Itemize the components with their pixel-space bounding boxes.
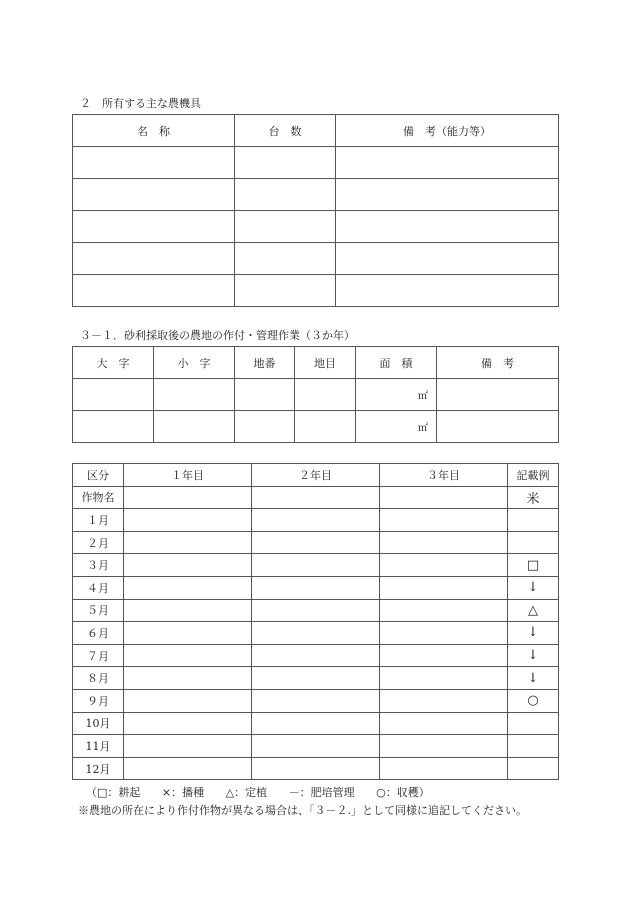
area-cell[interactable]: ㎡ bbox=[356, 411, 437, 443]
year-cell[interactable] bbox=[380, 712, 508, 735]
section-2-heading: ２ 所有する主な農機具 bbox=[80, 97, 201, 110]
year-cell[interactable] bbox=[380, 531, 508, 554]
year-cell[interactable] bbox=[252, 712, 380, 735]
header-year-1: １年目 bbox=[124, 464, 252, 487]
equipment-table bbox=[72, 114, 559, 307]
land-table bbox=[72, 346, 559, 443]
year-cell[interactable] bbox=[124, 757, 252, 780]
crop-row bbox=[73, 509, 559, 532]
crop-row bbox=[73, 576, 559, 599]
land-cell[interactable] bbox=[73, 379, 154, 411]
header-koaza: 小 字 bbox=[154, 347, 235, 379]
equipment-cell[interactable] bbox=[235, 147, 336, 179]
example-cell bbox=[508, 757, 559, 780]
land-cell[interactable] bbox=[235, 379, 295, 411]
year-cell[interactable] bbox=[252, 644, 380, 667]
footnote: ※農地の所在により作付作物が異なる場合は、「３－２.」として同様に追記してください。 bbox=[78, 804, 527, 817]
year-cell[interactable] bbox=[380, 486, 508, 509]
example-cell: ↓ bbox=[508, 622, 559, 645]
year-cell[interactable] bbox=[252, 509, 380, 532]
row-label: 11月 bbox=[73, 735, 124, 758]
year-cell[interactable] bbox=[124, 509, 252, 532]
row-label: １月 bbox=[73, 509, 124, 532]
equipment-cell[interactable] bbox=[336, 179, 559, 211]
year-cell[interactable] bbox=[252, 576, 380, 599]
year-cell[interactable] bbox=[252, 531, 380, 554]
crop-row bbox=[73, 622, 559, 645]
crop-row bbox=[73, 757, 559, 780]
year-cell[interactable] bbox=[124, 689, 252, 712]
equipment-cell[interactable] bbox=[235, 179, 336, 211]
equipment-cell[interactable] bbox=[336, 243, 559, 275]
crop-row bbox=[73, 689, 559, 712]
year-cell[interactable] bbox=[252, 735, 380, 758]
row-label: ８月 bbox=[73, 667, 124, 690]
equipment-cell[interactable] bbox=[73, 211, 235, 243]
crop-row bbox=[73, 486, 559, 509]
row-label: ５月 bbox=[73, 599, 124, 622]
year-cell[interactable] bbox=[380, 599, 508, 622]
equipment-cell[interactable] bbox=[73, 275, 235, 307]
crop-row bbox=[73, 554, 559, 577]
section-3-1-heading: ３－１．砂利採取後の農地の作付・管理作業（３か年） bbox=[80, 329, 355, 342]
legend-planting: △：定植 bbox=[225, 786, 268, 799]
land-row bbox=[73, 411, 559, 443]
year-cell[interactable] bbox=[252, 757, 380, 780]
area-cell[interactable]: ㎡ bbox=[356, 379, 437, 411]
equipment-cell[interactable] bbox=[235, 243, 336, 275]
crop-row bbox=[73, 667, 559, 690]
header-chimoku: 地目 bbox=[295, 347, 356, 379]
year-cell[interactable] bbox=[252, 554, 380, 577]
year-cell[interactable] bbox=[252, 622, 380, 645]
crop-row bbox=[73, 735, 559, 758]
crop-row bbox=[73, 531, 559, 554]
crop-row bbox=[73, 644, 559, 667]
land-cell[interactable] bbox=[437, 411, 559, 443]
header-name: 名 称 bbox=[73, 115, 235, 147]
year-cell[interactable] bbox=[380, 622, 508, 645]
equipment-cell[interactable] bbox=[336, 147, 559, 179]
equipment-cell[interactable] bbox=[73, 147, 235, 179]
header-year-3: ３年目 bbox=[380, 464, 508, 487]
example-cell bbox=[508, 712, 559, 735]
land-row bbox=[73, 379, 559, 411]
land-cell[interactable] bbox=[154, 379, 235, 411]
header-area: 面 積 bbox=[356, 347, 437, 379]
land-cell[interactable] bbox=[154, 411, 235, 443]
header-category: 区分 bbox=[73, 464, 124, 487]
land-cell[interactable] bbox=[437, 379, 559, 411]
crop-row bbox=[73, 712, 559, 735]
legend-plowing: （□：耕起 bbox=[86, 786, 141, 799]
year-cell[interactable] bbox=[252, 599, 380, 622]
header-example: 記載例 bbox=[508, 464, 559, 487]
row-label: ３月 bbox=[73, 554, 124, 577]
equipment-row bbox=[73, 179, 559, 211]
header-remarks: 備 考（能力等） bbox=[336, 115, 559, 147]
row-label: ４月 bbox=[73, 576, 124, 599]
header-oaza: 大 字 bbox=[73, 347, 154, 379]
equipment-cell[interactable] bbox=[336, 211, 559, 243]
row-label: ６月 bbox=[73, 622, 124, 645]
example-cell: ○ bbox=[508, 689, 559, 712]
year-cell[interactable] bbox=[252, 486, 380, 509]
legend-harvest: ○：収穫） bbox=[376, 786, 430, 799]
equipment-row bbox=[73, 243, 559, 275]
equipment-row bbox=[73, 147, 559, 179]
land-cell[interactable] bbox=[235, 411, 295, 443]
example-cell: ↓ bbox=[508, 667, 559, 690]
equipment-cell[interactable] bbox=[336, 275, 559, 307]
equipment-cell[interactable] bbox=[235, 211, 336, 243]
year-cell[interactable] bbox=[124, 622, 252, 645]
year-cell[interactable] bbox=[124, 644, 252, 667]
year-cell[interactable] bbox=[252, 689, 380, 712]
row-label: ７月 bbox=[73, 644, 124, 667]
header-chiban: 地番 bbox=[235, 347, 295, 379]
land-header-row bbox=[73, 347, 559, 379]
header-land-remarks: 備 考 bbox=[437, 347, 559, 379]
header-count: 台 数 bbox=[235, 115, 336, 147]
legend-sowing: ×：播種 bbox=[161, 786, 205, 799]
header-year-2: ２年目 bbox=[252, 464, 380, 487]
land-cell[interactable] bbox=[295, 379, 356, 411]
equipment-cell[interactable] bbox=[235, 275, 336, 307]
example-cell: □ bbox=[508, 554, 559, 577]
crop-row bbox=[73, 599, 559, 622]
year-cell[interactable] bbox=[124, 667, 252, 690]
year-cell[interactable] bbox=[124, 486, 252, 509]
equipment-row bbox=[73, 211, 559, 243]
example-cell: ↓ bbox=[508, 576, 559, 599]
land-cell[interactable] bbox=[295, 411, 356, 443]
year-cell[interactable] bbox=[380, 667, 508, 690]
row-label: ９月 bbox=[73, 689, 124, 712]
equipment-header-row bbox=[73, 115, 559, 147]
legend bbox=[86, 784, 448, 800]
year-cell[interactable] bbox=[124, 554, 252, 577]
crop-schedule-table bbox=[72, 463, 559, 780]
year-cell[interactable] bbox=[124, 599, 252, 622]
example-cell bbox=[508, 531, 559, 554]
example-cell bbox=[508, 509, 559, 532]
example-cell: ↓ bbox=[508, 644, 559, 667]
crop-header-row bbox=[73, 464, 559, 487]
year-cell[interactable] bbox=[124, 712, 252, 735]
row-label: 作物名 bbox=[73, 486, 124, 509]
year-cell[interactable] bbox=[124, 531, 252, 554]
year-cell[interactable] bbox=[380, 689, 508, 712]
year-cell[interactable] bbox=[252, 667, 380, 690]
year-cell[interactable] bbox=[124, 576, 252, 599]
row-label: 10月 bbox=[73, 712, 124, 735]
year-cell[interactable] bbox=[380, 644, 508, 667]
year-cell[interactable] bbox=[124, 735, 252, 758]
legend-fertilizing: －：肥培管理 bbox=[288, 786, 355, 799]
equipment-row bbox=[73, 275, 559, 307]
year-cell[interactable] bbox=[380, 576, 508, 599]
example-cell bbox=[508, 735, 559, 758]
row-label: ２月 bbox=[73, 531, 124, 554]
year-cell[interactable] bbox=[380, 509, 508, 532]
row-label: 12月 bbox=[73, 757, 124, 780]
year-cell[interactable] bbox=[380, 757, 508, 780]
example-cell: 米 bbox=[508, 486, 559, 509]
year-cell[interactable] bbox=[380, 735, 508, 758]
equipment-cell[interactable] bbox=[73, 179, 235, 211]
equipment-cell[interactable] bbox=[73, 243, 235, 275]
land-cell[interactable] bbox=[73, 411, 154, 443]
example-cell: △ bbox=[508, 599, 559, 622]
year-cell[interactable] bbox=[380, 554, 508, 577]
